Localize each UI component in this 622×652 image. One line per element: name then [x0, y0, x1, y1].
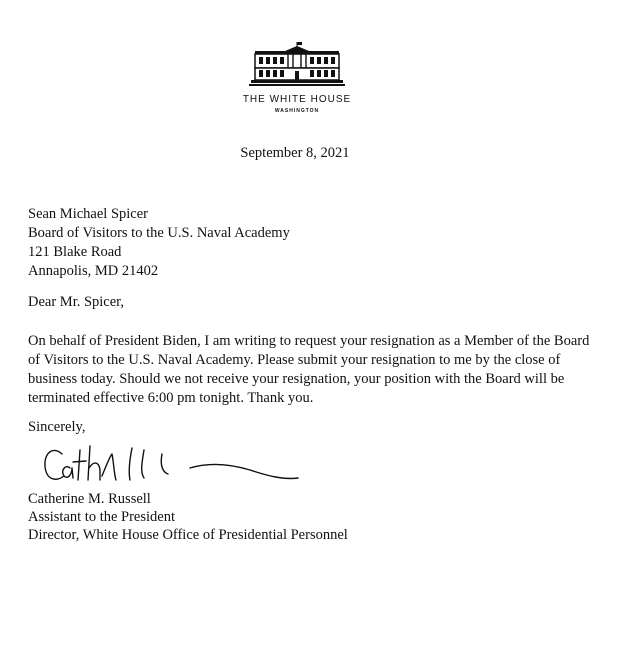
- letter-date: September 8, 2021: [240, 145, 350, 161]
- recipient-name: Sean Michael Spicer: [28, 206, 148, 222]
- handwritten-signature-icon: [40, 436, 300, 494]
- white-house-seal-icon: [249, 40, 345, 88]
- signer-office: Director, White House Office of Presidential Personnel: [28, 527, 348, 543]
- signature-block: [28, 490, 348, 544]
- body-paragraph: [28, 332, 589, 408]
- recipient-city: Annapolis, MD 21402: [28, 263, 159, 279]
- letterhead-org-city: WASHINGTON: [274, 108, 320, 114]
- signer-title: Assistant to the President: [28, 509, 176, 525]
- signer-name: Catherine M. Russell: [28, 491, 151, 507]
- salutation: Dear Mr. Spicer,: [28, 294, 125, 310]
- recipient-organization: Board of Visitors to the U.S. Naval Academy: [28, 225, 290, 241]
- body-line: terminated effective 6:00 pm tonight. Thank you.: [28, 390, 314, 406]
- letterhead-org-name: THE WHITE HOUSE: [242, 94, 352, 105]
- recipient-street: 121 Blake Road: [28, 244, 122, 260]
- closing: Sincerely,: [28, 419, 86, 435]
- body-line: business today. Should we not receive your resignation, your position with the Board will be: [28, 371, 565, 387]
- body-line: On behalf of President Biden, I am writing to request your resignation as a Member of the Board: [28, 333, 590, 349]
- recipient-address: [28, 205, 290, 281]
- body-line: of Visitors to the U.S. Naval Academy. Please submit your resignation to me by the close of: [28, 352, 561, 368]
